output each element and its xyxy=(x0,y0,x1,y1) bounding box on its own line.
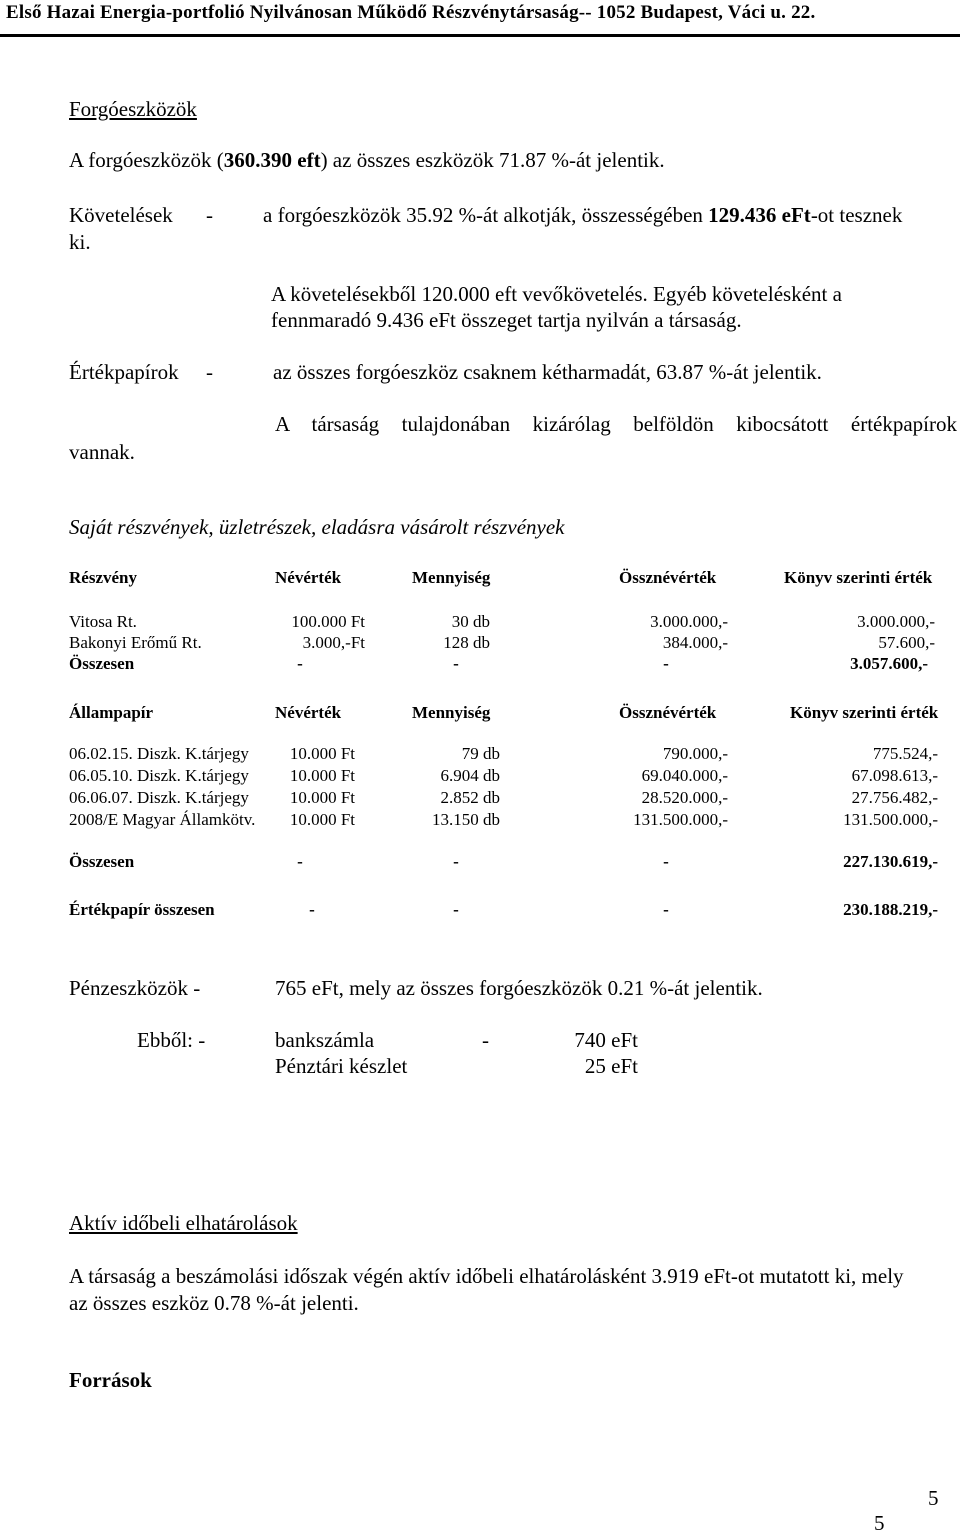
page-header-title: Első Hazai Energia-portfolió Nyilvánosan Működő Részvénytársaság-- 1052 Budapest, Váci u. 22. xyxy=(6,2,816,23)
table-row-cell: 06.02.15. Diszk. K.tárjegy xyxy=(69,744,249,763)
reszveny-total-dash: - xyxy=(663,654,669,673)
forgo-value: 360.390 eft xyxy=(223,148,321,172)
table-row-cell: 790.000,- xyxy=(662,744,728,763)
ertekpapir-grand-dash: - xyxy=(663,900,669,919)
table-row-cell: 10.000 Ft xyxy=(289,744,355,763)
kovetelesek-line2: A követelésekből 120.000 eft vevőkövetelés. Egyéb követelésként a xyxy=(271,282,842,306)
reszveny-header-nevertek: Névérték xyxy=(275,568,342,587)
allampapir-total-dash: - xyxy=(453,852,459,871)
table-row-cell: 27.756.482,- xyxy=(851,788,938,807)
allampapir-header-konyv: Könyv szerinti érték xyxy=(790,703,939,722)
ertekpapirok-line1: az összes forgóeszköz csaknem kétharmadát, 63.87 %-át jelentik. xyxy=(273,360,822,384)
kovetelesek-dash: - xyxy=(206,203,213,227)
table-row-cell: 57.600,- xyxy=(878,633,935,652)
table-row-cell: 384.000,- xyxy=(662,633,728,652)
reszveny-total-value: 3.057.600,- xyxy=(850,654,928,673)
section-heading-aktiv-elhatarolasok: Aktív időbeli elhatárolások xyxy=(69,1211,298,1235)
allampapir-header-mennyiseg: Mennyiség xyxy=(412,703,491,722)
header-rule xyxy=(0,34,960,37)
penztar-label: Pénztári készlet xyxy=(275,1054,408,1078)
table-row-cell: 10.000 Ft xyxy=(289,766,355,785)
table-row-cell: 6.904 db xyxy=(440,766,500,785)
allampapir-total-dash: - xyxy=(663,852,669,871)
table-row-cell: 131.500.000,- xyxy=(843,810,938,829)
kovetelesek-label: Követelések xyxy=(69,203,173,227)
table-row-cell: 10.000 Ft xyxy=(289,788,355,807)
table-row-cell: 2008/E Magyar Államkötv. xyxy=(69,810,256,829)
allampapir-total-label: Összesen xyxy=(69,852,135,871)
table-row-cell: 13.150 db xyxy=(432,810,500,829)
table-row-cell: 69.040.000,- xyxy=(641,766,728,785)
table-row-cell: 131.500.000,- xyxy=(633,810,728,829)
reszveny-header-konyv: Könyv szerinti érték xyxy=(784,568,933,587)
bankszamla-value: 740 eFt xyxy=(574,1028,638,1052)
ertekpapirok-vannak: vannak. xyxy=(69,440,135,464)
table-row-cell: 06.06.07. Diszk. K.tárjegy xyxy=(69,788,249,807)
ertekpapir-grand-value: 230.188.219,- xyxy=(843,900,938,919)
bankszamla-dash: - xyxy=(482,1028,489,1052)
ertekpapir-grand-dash: - xyxy=(309,900,315,919)
table-row-cell: 3.000.000,- xyxy=(650,612,728,631)
kovetelesek-ki: ki. xyxy=(69,230,91,254)
allampapir-total-value: 227.130.619,- xyxy=(843,852,938,871)
forgo-text-c: ) az összes eszközök 71.87 %-át jelentik. xyxy=(320,148,665,172)
table-row-cell: 3.000.000,- xyxy=(857,612,935,631)
reszveny-total-label: Összesen xyxy=(69,654,135,673)
table-row-cell: 28.520.000,- xyxy=(641,788,728,807)
aktiv-line2: az összes eszköz 0.78 %-át jelenti. xyxy=(69,1291,359,1315)
table-row-cell: 100.000 Ft xyxy=(291,612,365,631)
forgo-text-a: A forgóeszközök ( xyxy=(69,148,224,172)
ertekpapir-grand-label: Értékpapír összesen xyxy=(69,900,215,919)
kovetelesek-line1 xyxy=(263,203,902,228)
table-row-cell: 30 db xyxy=(451,612,490,631)
ebbol-label: Ebből: - xyxy=(137,1028,206,1052)
penzeszkozok-text: 765 eFt, mely az összes forgóeszközök 0.21 %-át jelentik. xyxy=(275,976,763,1000)
reszveny-header-mennyiseg: Mennyiség xyxy=(412,568,491,587)
allampapir-header-nevertek: Névérték xyxy=(275,703,342,722)
allampapir-header-osszneverek: Össznévérték xyxy=(619,703,717,722)
aktiv-line1: A társaság a beszámolási időszak végén aktív időbeli elhatárolásként 3.919 eFt-ot mutatott ki, mely xyxy=(69,1264,904,1288)
kovetelesek-value: 129.436 eFt xyxy=(708,203,811,227)
table-row-cell: Bakonyi Erőmű Rt. xyxy=(69,633,202,652)
reszveny-total-dash: - xyxy=(297,654,303,673)
table-row-cell: 79 db xyxy=(461,744,500,763)
bankszamla-label: bankszámla xyxy=(275,1028,375,1052)
table-row-cell: 775.524,- xyxy=(872,744,938,763)
kovetelesek-text-end: -ot tesznek xyxy=(810,203,903,227)
table-row-cell: 3.000,-Ft xyxy=(302,633,365,652)
penztar-value: 25 eFt xyxy=(584,1054,638,1078)
page-number-lower: 5 xyxy=(874,1511,885,1535)
ertekpapirok-label: Értékpapírok xyxy=(69,360,179,384)
section-heading-forrasok: Források xyxy=(69,1368,152,1392)
reszveny-header-name: Részvény xyxy=(69,568,137,587)
penzeszkozok-label: Pénzeszközök - xyxy=(69,976,201,1000)
allampapir-total-dash: - xyxy=(297,852,303,871)
table-row-cell: 10.000 Ft xyxy=(289,810,355,829)
page-number-upper: 5 xyxy=(928,1486,939,1510)
ertekpapirok-dash: - xyxy=(206,360,213,384)
reszveny-total-dash: - xyxy=(453,654,459,673)
table-row-cell: 06.05.10. Diszk. K.tárjegy xyxy=(69,766,249,785)
table-row-cell: 2.852 db xyxy=(440,788,500,807)
ertekpapir-grand-dash: - xyxy=(453,900,459,919)
allampapir-header-name: Állampapír xyxy=(69,703,154,722)
table-row-cell: Vitosa Rt. xyxy=(69,612,137,631)
section-heading-sajat-reszvenyek: Saját részvények, üzletrészek, eladásra vásárolt részvények xyxy=(69,515,565,539)
kovetelesek-text: a forgóeszközök 35.92 %-át alkotják, összességében xyxy=(263,203,703,227)
reszveny-header-osszneverek: Össznévérték xyxy=(619,568,717,587)
table-row-cell: 128 db xyxy=(443,633,490,652)
section-heading-forgoeszkozok: Forgóeszközök xyxy=(69,97,197,121)
forgo-paragraph xyxy=(69,148,665,173)
table-row-cell: 67.098.613,- xyxy=(851,766,938,785)
ertekpapirok-line2: A társaság tulajdonában kizárólag belföldön kibocsátott értékpapírok xyxy=(275,412,957,436)
kovetelesek-line3: fennmaradó 9.436 eFt összeget tartja nyilván a társaság. xyxy=(271,308,742,332)
